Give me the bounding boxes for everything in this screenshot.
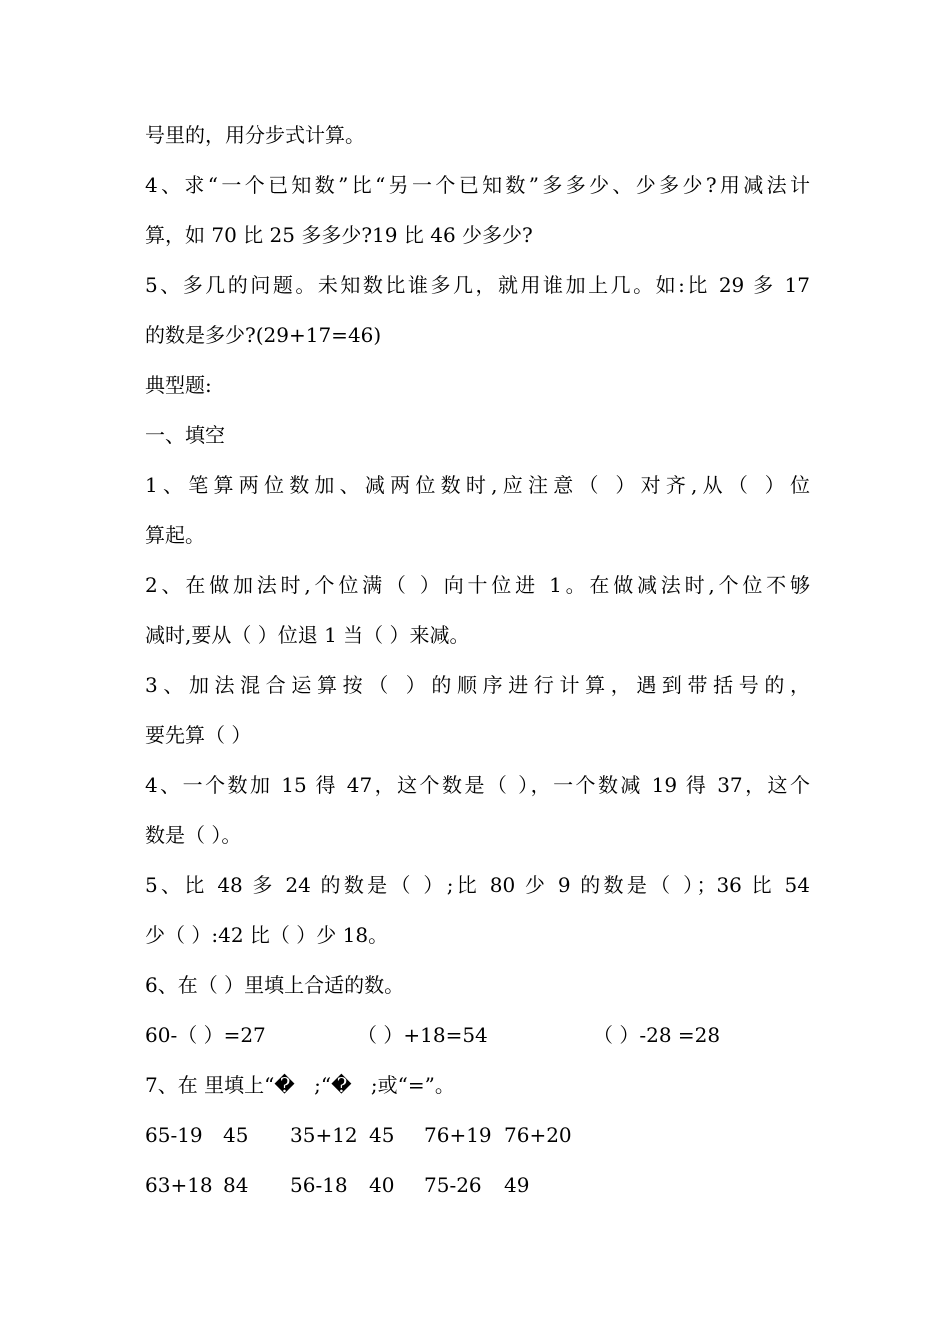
question-line: 3、加法混合运算按（ ）的顺序进行计算，遇到带括号的，: [145, 673, 810, 697]
fill-in-row: [145, 1022, 810, 1048]
compare-row: [145, 1122, 810, 1148]
section-heading: 典型题:: [145, 373, 212, 397]
question-line: 6、在（ ）里填上合适的数。: [145, 973, 405, 997]
text-line: 号里的，用分步式计算。: [145, 123, 365, 147]
compare-value: 84: [223, 1173, 249, 1197]
fill-item: （ ）+18=54: [357, 1023, 488, 1047]
question-line: 1、笔算两位数加、减两位数时,应注意（ ）对齐,从（ ）位: [145, 473, 810, 497]
compare-expression: 63+18: [145, 1173, 213, 1197]
compare-value: 45: [223, 1123, 249, 1147]
question-line: 算起。: [145, 523, 205, 547]
question-line: 7、在 里填上“�ᅟ;“�ᅟ;或“=”。: [145, 1073, 455, 1097]
question-line: 数是（ ）。: [145, 823, 242, 847]
question-line: 少（ ）:42 比（ ）少 18。: [145, 923, 389, 947]
text-line: 的数是多少?(29+17=46): [145, 323, 382, 347]
compare-row: [145, 1172, 810, 1198]
question-line: 4、一个数加 15 得 47，这个数是（ ），一个数减 19 得 37，这个: [145, 773, 810, 797]
compare-value: 45: [369, 1123, 395, 1147]
section-heading: 一、填空: [145, 423, 225, 447]
compare-expression: 75-26: [424, 1173, 482, 1197]
question-line: 减时,要从（ ）位退 1 当（ ）来减。: [145, 623, 470, 647]
question-line: 5、比 48 多 24 的数是（ ）;比 80 少 9 的数是（ ）；36 比 54: [145, 873, 810, 897]
compare-value: 40: [369, 1173, 395, 1197]
compare-expression: 56-18: [290, 1173, 348, 1197]
compare-expression: 65-19: [145, 1123, 203, 1147]
text-line: 5、多几的问题。未知数比谁多几，就用谁加上几。如:比 29 多 17: [145, 273, 810, 297]
question-line: 2、在做加法时,个位满（ ）向十位进 1。在做减法时,个位不够: [145, 573, 810, 597]
fill-item: 60-（ ）=27: [145, 1023, 266, 1047]
question-line: 要先算（ ）: [145, 723, 252, 747]
text-line: 4、求“一个已知数”比“另一个已知数”多多少、少多少?用减法计: [145, 173, 810, 197]
compare-value: 49: [504, 1173, 530, 1197]
compare-expression: 35+12: [290, 1123, 358, 1147]
text-line: 算，如 70 比 25 多多少?19 比 46 少多少?: [145, 223, 533, 247]
fill-item: （ ）-28 =28: [593, 1023, 721, 1047]
compare-value: 76+20: [504, 1123, 572, 1147]
compare-expression: 76+19: [424, 1123, 492, 1147]
